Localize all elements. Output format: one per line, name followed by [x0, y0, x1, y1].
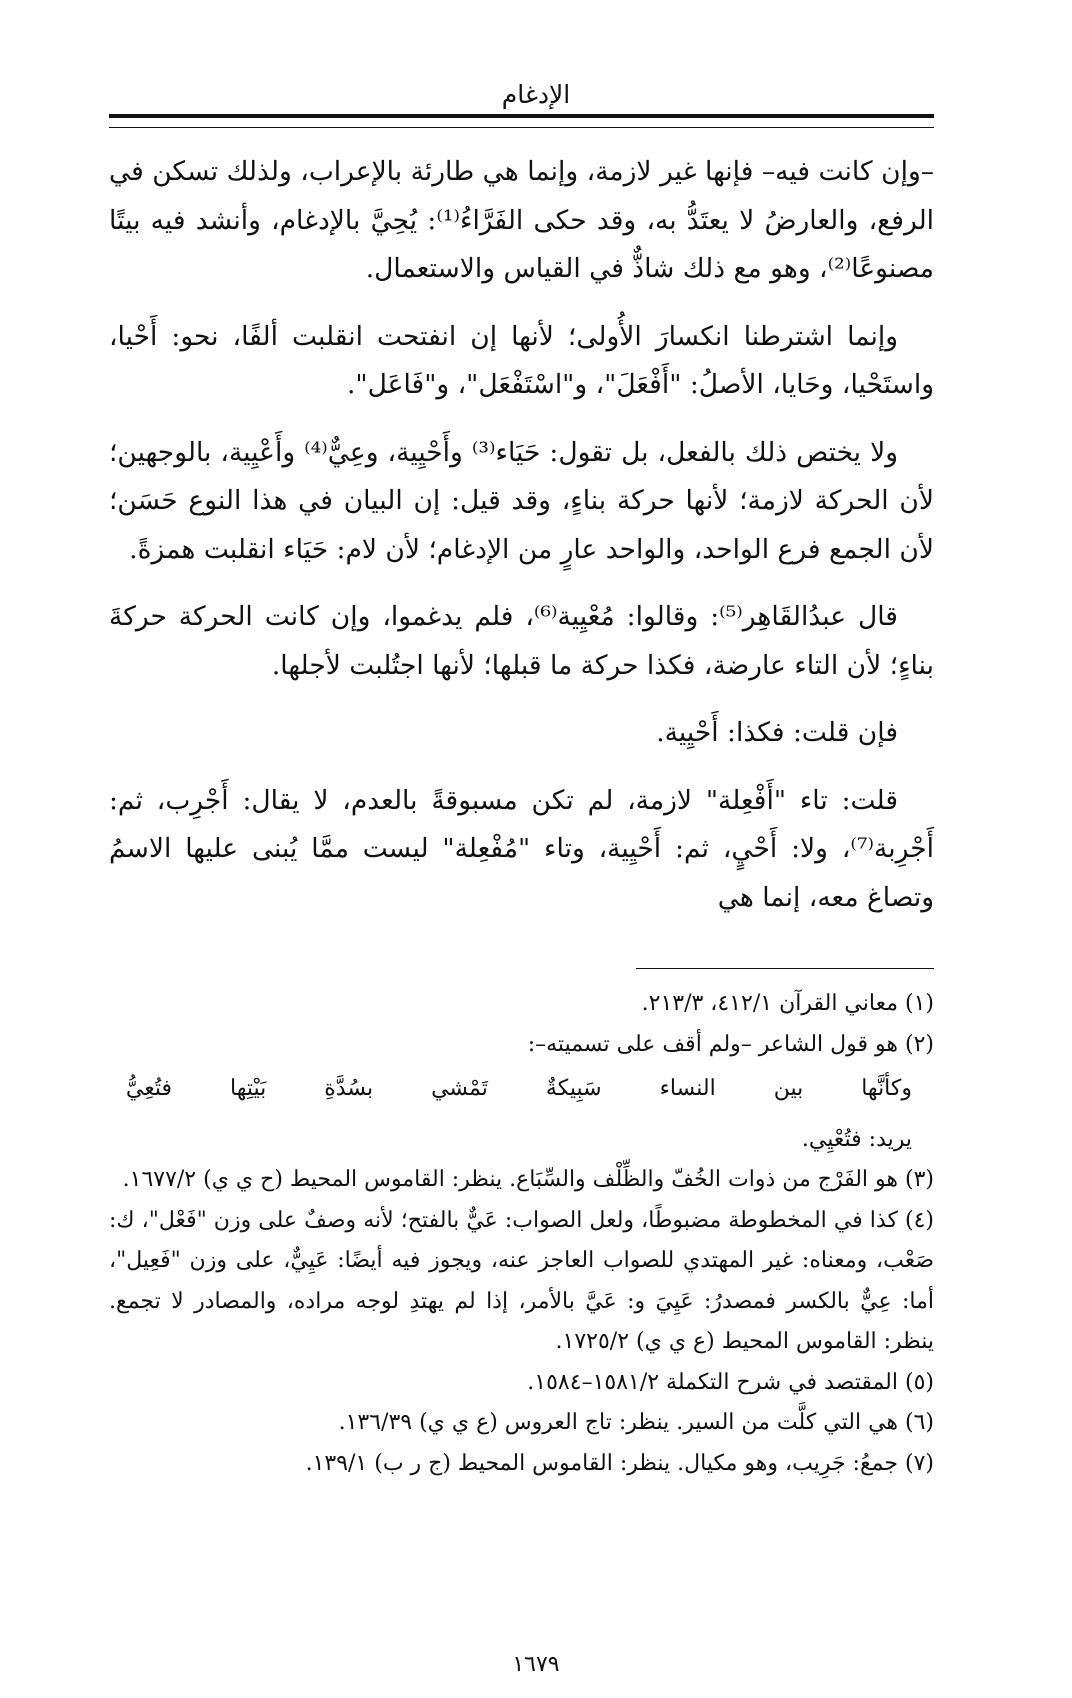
paragraph-3: ولا يختص ذلك بالفعل، بل تقول: حَيَاء⁽³⁾ وأَحْيِية، وعِيٌّ⁽⁴⁾ وأَعْيِية، بالوجهين؛ لأن الحركة لازمة؛ لأنها حركة بناءٍ، وقد قيل: إن البيان في هذا النوع حَسَن؛ لأن الجمع فرع الواحد، والواحد عارٍ من الإدغام؛ لأن لام: حَيَاء انقلبت همزةً.	[109, 436, 934, 565]
footnotes	[109, 984, 934, 1484]
footnote-3: (٣) هو الفَرْج من ذوات الخُفّ والظِّلْف والسِّبَاع. ينظر: القاموس المحيط (ح ي ي) ١٦٧٧/٢.	[122, 1167, 934, 1192]
footnote-7: (٧) جمعُ: جَرِيب، وهو مكيال. ينظر: القاموس المحيط (ج ر ب) ١٣٩/١.	[305, 1450, 934, 1476]
paragraph-1: –وإن كانت فيه– فإنها غير لازمة، وإنما هي طارئة بالإعراب، ولذلك تسكن في الرفع، والعارضُ لا يعتَدُّ به، وقد حكى الفَرَّاءُ⁽¹⁾: يُحِيَّ بالإدغام، وأنشد فيه بيتًا مصنوعًا⁽²⁾، وهو مع ذلك شاذٌّ في القياس والاستعمال.	[109, 156, 935, 284]
footnote-6: (٦) هي التي كلَّت من السير. ينظر: تاج العروس (ع ي ي) ١٣٦/٣٩.	[338, 1410, 934, 1435]
verse-word: بَيْتِها	[230, 1076, 267, 1101]
paragraph-6: قلت: تاء "أَفْعِلة" لازمة، لم تكن مسبوقةً بالعدم، لا يقال: أَجْرِب، ثم: أَجْرِبة⁽⁷⁾، ولا: أَحْيٍ، ثم: أَحْيِية، وتاء "مُفْعِلة" ليست ممَّا يُبنى عليها الاسمُ وتصاغ معه، إنما هي	[109, 784, 934, 913]
verse-word: سَبِيكةٌ	[545, 1076, 602, 1101]
verse-word: بسُدَّةِ	[324, 1076, 374, 1101]
running-head: الإدغام	[501, 80, 571, 109]
page-number: ١٦٧٩	[512, 1652, 560, 1677]
footnote-2: (٢) هو قول الشاعر –ولم أقف على تسميته–:	[527, 1031, 934, 1057]
verse-word: فتُعِيُّ	[125, 1076, 173, 1101]
poetry-verse	[109, 1069, 934, 1110]
footnote-2-continuation: يريد: فتُعْيِي.	[801, 1126, 912, 1152]
footnote-4: (٤) كذا في المخطوطة مضبوطًا، ولعل الصواب: عَيٌّ بالفتح؛ لأنه وصفٌ على وزن "فَعْل"، ك: صَعْب، ومعناه: غير المهتدي للصواب العاجز عنه، ويجوز فيه أيضًا: عَيِيٌّ، على وزن "فَعِيل"، أما: عِيٌّ بالكسر فمصدرُ: عَيِيَ و: عَيَّ بالأمر، إذا لم يهتدِ لوجه مراده، والمصادر لا تجمع. ينظر: القاموس المحيط (ع ي ي) ١٧٢٥/٢.	[109, 1207, 934, 1354]
paragraph-4: قال عبدُالقَاهِر⁽⁵⁾: وقالوا: مُعْيِية⁽⁶⁾، فلم يدغموا، وإن كانت الحركة حركةَ بناءٍ؛ لأن التاء عارضة، فكذا حركة ما قبلها؛ لأنها اجتُلبت لأجلها.	[109, 601, 934, 681]
header-rule-thick	[109, 114, 934, 118]
footnote-separator	[636, 968, 934, 969]
paragraph-2: وإنما اشترطنا انكسارَ الأُولى؛ لأنها إن انفتحت انقلبت ألفًا، نحو: أَحْيا، واستَحْيا، وحَايا، الأصلُ: "أَفْعَلَ"، و"اسْتَفْعَل"، و"فَاعَل".	[109, 320, 934, 400]
footnote-5: (٥) المقتصد في شرح التكملة ١٥٨١/٢–١٥٨٤.	[527, 1369, 934, 1395]
verse-word: وكأنَّها	[861, 1076, 912, 1101]
main-text	[109, 148, 934, 941]
paragraph-5: فإن قلت: فكذا: أَحْيِية.	[656, 717, 898, 748]
verse-word: بين	[773, 1076, 804, 1101]
verse-word: النساء	[659, 1076, 716, 1101]
verse-word: تَمْشي	[431, 1076, 488, 1101]
footnote-1: (١) معاني القرآن ٤١٢/١، ٢١٣/٣.	[641, 991, 934, 1016]
header-rule-thin	[109, 127, 934, 128]
